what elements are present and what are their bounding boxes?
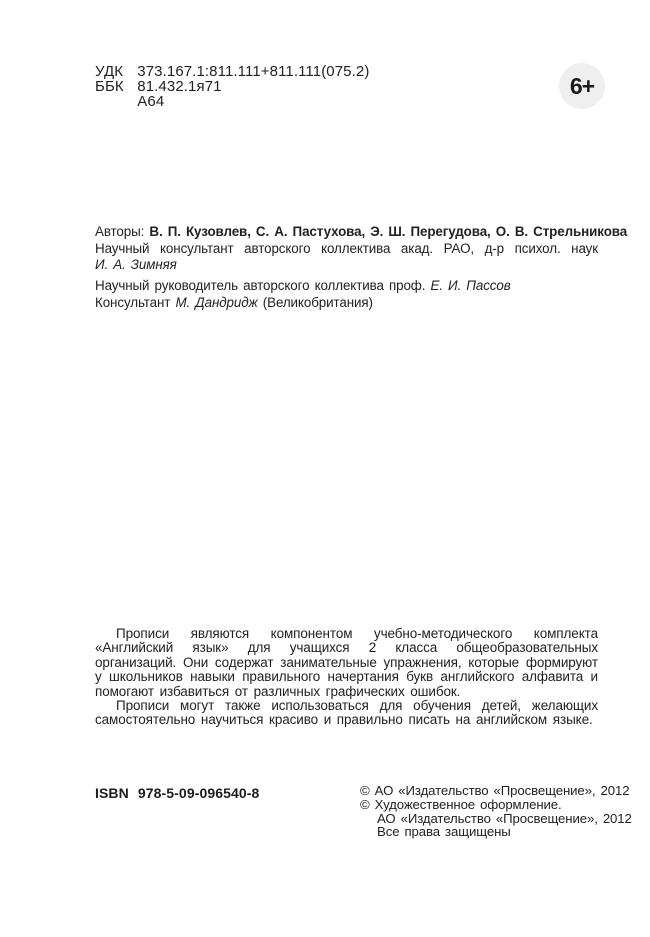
bbk-label: ББК [95, 78, 124, 95]
authors-names: В. П. Кузовлев, С. А. Пастухова, Э. Ш. Перегудова, О. В. Стрельникова [149, 224, 628, 239]
copyright-line-artwork: © Художественное оформление. [360, 796, 562, 812]
copyright-line-publisher-2: АО «Издательство «Просвещение», 2012 [377, 810, 632, 826]
isbn-value: 978-5-09-096540-8 [137, 785, 260, 801]
bbk-row [95, 79, 369, 94]
author-sign-row [95, 94, 369, 109]
udk-value: 373.167.1:811.111+811.111(075.2) [137, 63, 370, 80]
age-rating-label: 6+ [569, 72, 595, 99]
copyright-block [360, 784, 632, 839]
copyright-line-publisher: © АО «Издательство «Просвещение», 2012 [360, 783, 630, 798]
udk-label: УДК [95, 63, 124, 80]
age-rating-badge [559, 63, 605, 109]
annotation-paragraph-2: Прописи могут также использоваться для обучения детей, желающих самостоятельно научиться красиво и правильно писать на английском языке. [95, 698, 598, 728]
isbn-line [95, 785, 259, 801]
uk-consultant-line [95, 295, 598, 312]
copyright-line-rights: Все права защищены [377, 824, 511, 840]
annotation-block [95, 627, 598, 728]
science-consultant-text: Научный консультант авторского коллектива акад. РАО, д-р психол. наук [95, 240, 598, 256]
uk-consultant-label: Консультант [95, 295, 171, 310]
isbn-label: ISBN [95, 785, 129, 801]
uk-consultant-name: М. Дандридж [175, 295, 258, 310]
credits-block [95, 224, 628, 312]
annotation-paragraph-1: Прописи являются компонентом учебно-методического комплекта «Английский язык» для учащихся 2 класса общеобразовательных организаций. Они содержат занимательные упражнения, которые формируют у школьников навыки правильного начертания букв английского алфавита и помогают избавиться от различных графических ошибок. [95, 626, 598, 699]
science-consultant-name: И. А. Зимняя [95, 257, 177, 272]
science-supervisor-name: Е. И. Пассов [430, 277, 511, 293]
authors-label: Авторы: [95, 224, 145, 239]
author-sign: А64 [137, 93, 165, 110]
uk-consultant-note: (Великобритания) [262, 295, 373, 310]
science-supervisor-text: Научный руководитель авторского коллектива проф. [95, 277, 426, 293]
science-supervisor-line [95, 278, 598, 295]
authors-line [95, 224, 628, 241]
classification-block [95, 64, 369, 109]
udk-row [95, 64, 369, 79]
science-consultant-line [95, 241, 598, 274]
bbk-value: 81.432.1я71 [137, 78, 222, 95]
